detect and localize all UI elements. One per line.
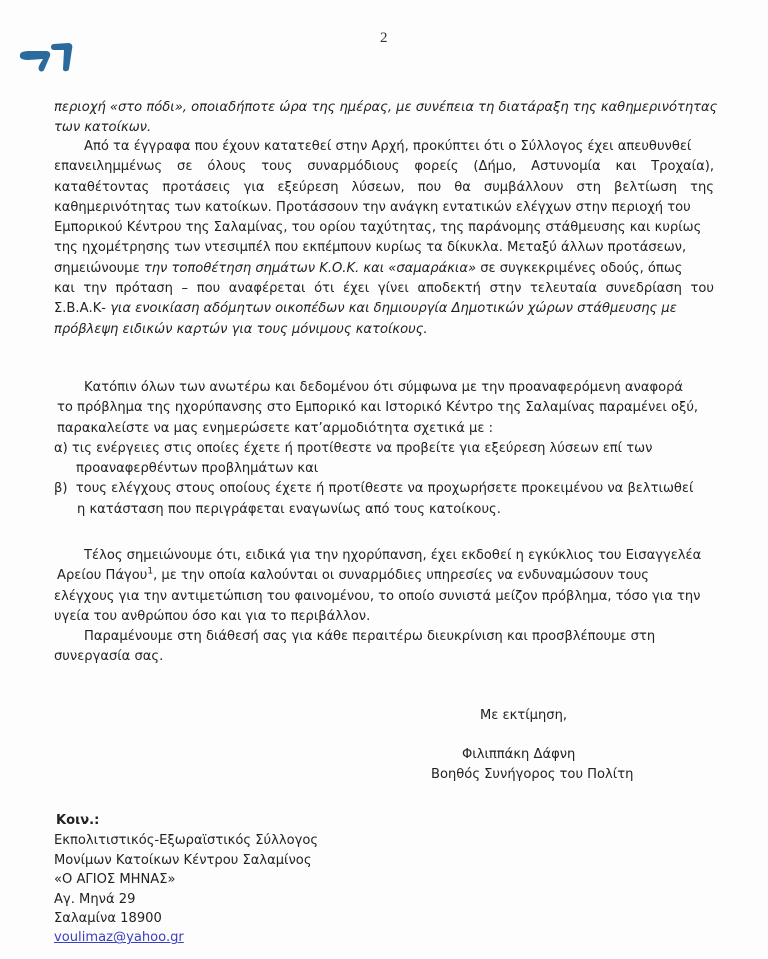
cc-line: Εκπολιτιστικός-Εξωραϊστικός Σύλλογος xyxy=(54,833,319,849)
text-line xyxy=(54,259,714,279)
text-line: Εμπορικού Κέντρου της Σαλαμίνας, του ορίου ταχύτητας, της παράνομης στάθμευσης και κυρίως xyxy=(54,220,702,236)
paragraph-continuation xyxy=(54,98,718,139)
text-line: πρόβλεψη ειδικών καρτών για τους μόνιμους κατοίκους. xyxy=(54,321,428,337)
text-line: καταθέτοντας προτάσεις για εξεύρεση λύσεων, που θα συμβάλλουν στη βελτίωση της xyxy=(54,179,714,195)
paragraph-association-proposals xyxy=(54,137,714,340)
text-line: Κατόπιν όλων των ανωτέρω και δεδομένου ότι σύμφωνα με την προαναφερόμενη αναφορά xyxy=(84,380,684,395)
list-text: η κατάσταση που περιγράφεται εναγωνίως από τους κατοίκους. xyxy=(77,501,501,517)
text-line: περιοχή «στο πόδι», οποιαδήποτε ώρα της ημέρας, με συνέπεια τη διατάραξη της καθημερινότητας xyxy=(54,100,718,115)
text-line: συνεργασία σας. xyxy=(54,649,164,665)
text-line: Από τα έγγραφα που έχουν κατατεθεί στην Αρχή, προκύπτει ότι ο Σύλλογος έχει απευθυνθεί xyxy=(84,139,692,154)
cc-line: Αγ. Μηνά 29 xyxy=(54,891,136,907)
paragraph-request xyxy=(54,378,714,520)
list-marker: α) xyxy=(54,440,68,456)
text-line: Τέλος σημειώνουμε ότι, ειδικά για την ηχορύπανση, έχει εκδοθεί η εγκύκλιος του Εισαγγελέα xyxy=(84,548,702,563)
list-marker: β) xyxy=(54,481,68,497)
list-item xyxy=(54,479,714,520)
text-line: επανειλημμένως σε όλους τους συναρμόδιους φορείς (Δήμο, Αστυνομία και Τροχαία), xyxy=(54,159,714,175)
italic-text-segment: για ενοικίαση αδόμητων οικοπέδων και δημιουργία Δημοτικών χώρων στάθμευσης με xyxy=(110,301,677,317)
text-line: ελέγχους για την αντιμετώπιση του φαινομένου, το οποίο συνιστά μείζον πρόβλημα, τόσο για την xyxy=(54,588,701,604)
text-line: και την πρόταση – που αναφέρεται ότι έχει γίνει αποδεκτή στην τελευταία συνεδρίαση του xyxy=(54,281,714,297)
list-text: τους ελέγχους στους οποίους έχετε ή προτίθεστε να προχωρήσετε προκειμένου να βελτιωθεί xyxy=(75,481,694,497)
footnote-marker: 1 xyxy=(147,566,154,577)
ombudsman-logo-icon xyxy=(16,38,74,72)
cc-line: Μονίμων Κατοίκων Κέντρου Σαλαμίνος xyxy=(54,852,312,868)
text-line xyxy=(54,299,714,319)
cc-line: «Ο ΑΓΙΟΣ ΜΗΝΑΣ» xyxy=(54,872,176,888)
text-segment: , με την οποία καλούνται οι συναρμόδιες υπηρεσίες να ενδυναμώσουν τους xyxy=(153,568,649,584)
text-line: υγεία του ανθρώπου όσο και για το περιβάλλον. xyxy=(54,608,371,624)
closing-greeting: Με εκτίμηση, xyxy=(480,708,568,723)
text-segment: Σ.Β.Α.Κ- xyxy=(54,301,111,317)
text-line: Παραμένουμε στη διάθεσή σας για κάθε περαιτέρω διευκρίνιση και προσβλέπουμε στη xyxy=(84,629,656,645)
paragraph-closing-notes xyxy=(54,546,714,668)
text-segment: σημειώνουμε xyxy=(54,260,144,276)
text-line: το πρόβλημα της ηχορύπανσης στο Εμπορικό και Ιστορικό Κέντρο της Σαλαμίνας παραμένει οξύ, xyxy=(57,400,699,416)
email-link[interactable]: voulimaz@yahoo.gr xyxy=(54,930,184,946)
list-text: τις ενέργειες στις οποίες έχετε ή προτίθεστε να προβείτε για εξεύρεση λύσεων επί των xyxy=(71,440,653,456)
text-line: παρακαλείστε να μας ενημερώσετε κατ’αρμοδιότητα σχετικά με : xyxy=(57,420,494,436)
list-text: προαναφερθέντων προβλημάτων και xyxy=(76,461,319,477)
text-segment: Αρείου Πάγου xyxy=(57,568,148,584)
signer-title: Βοηθός Συνήγορος του Πολίτη xyxy=(431,767,634,782)
signer-name: Φιλιππάκη Δάφνη xyxy=(462,747,576,762)
text-line xyxy=(54,566,714,586)
text-line: των κατοίκων. xyxy=(54,120,152,136)
cc-recipient-block xyxy=(54,811,318,948)
text-line: της ηχομέτρησης των ντεσιμπέλ που εκπέμπουν κυρίως τα δίκυκλα. Μεταξύ άλλων προτάσεων, xyxy=(54,240,687,256)
page-number: 2 xyxy=(380,30,388,46)
italic-text-segment: την τοποθέτηση σημάτων Κ.Ο.Κ. και «σαμαράκια» xyxy=(143,260,477,276)
text-line: καθημερινότητας των κατοίκων. Προτάσσουν την ανάγκη εντατικών ελέγχων στην περιοχή του xyxy=(54,199,691,215)
text-segment: σε συγκεκριμένες οδούς, όπως xyxy=(476,260,683,276)
list-item xyxy=(54,439,714,480)
cc-heading: Κοιν.: xyxy=(56,813,100,828)
cc-line: Σαλαμίνα 18900 xyxy=(54,911,162,927)
